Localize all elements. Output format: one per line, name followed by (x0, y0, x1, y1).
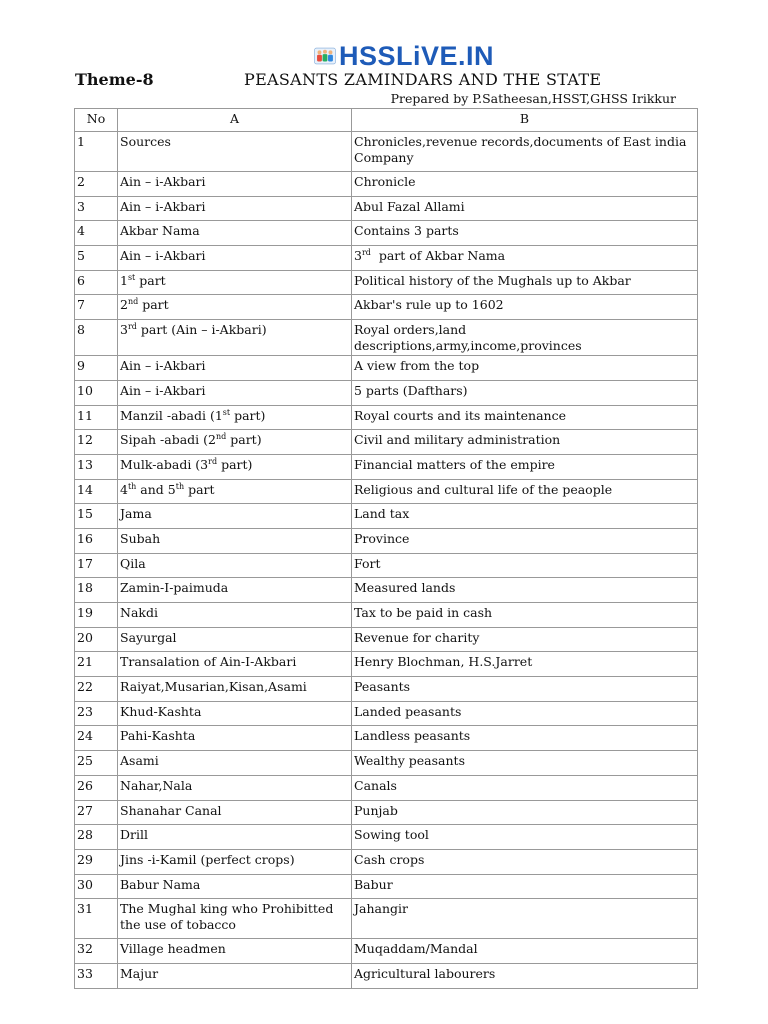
cell-b: Muqaddam/Mandal (352, 939, 698, 964)
cell-b: Measured lands (352, 578, 698, 603)
table-row (75, 603, 698, 628)
cell-no: 6 (75, 270, 118, 295)
table-row (75, 504, 698, 529)
children-group-icon (314, 41, 336, 71)
cell-text: 3 (120, 322, 128, 338)
cell-a: Majur (118, 963, 352, 988)
cell-b: Punjab (352, 800, 698, 825)
theme-label: Theme-8 (75, 70, 154, 89)
cell-a: Zamin-I-paimuda (118, 578, 352, 603)
prepared-by: Prepared by P.Satheesan,HSST,GHSS Irikkur (390, 91, 676, 106)
table-row (75, 430, 698, 455)
cell-a: Pahi-Kashta (118, 726, 352, 751)
ordinal-suffix: rd (208, 456, 218, 466)
page-title: PEASANTS ZAMINDARS AND THE STATE (244, 70, 602, 89)
cell-a: The Mughal king who Prohibitted the use of tobacco (118, 899, 352, 939)
cell-a: Drill (118, 825, 352, 850)
cell-no: 19 (75, 603, 118, 628)
table-row (75, 270, 698, 295)
cell-no: 10 (75, 380, 118, 405)
cell-no: 16 (75, 528, 118, 553)
cell-b: Landed peasants (352, 701, 698, 726)
table-row (75, 775, 698, 800)
cell-no: 14 (75, 479, 118, 504)
cell-b: Province (352, 528, 698, 553)
cell-text: part) (226, 432, 262, 448)
cell-no: 28 (75, 825, 118, 850)
cell-a: Transalation of Ain-I-Akbari (118, 652, 352, 677)
cell-b: Civil and military administration (352, 430, 698, 455)
table-row (75, 874, 698, 899)
cell-text: part (138, 297, 169, 313)
table-row (75, 701, 698, 726)
glossary-table (74, 108, 698, 989)
table-row (75, 627, 698, 652)
cell-a (118, 454, 352, 479)
cell-a: Nahar,Nala (118, 775, 352, 800)
cell-no: 13 (75, 454, 118, 479)
cell-b: Peasants (352, 677, 698, 702)
cell-no: 20 (75, 627, 118, 652)
cell-no: 7 (75, 295, 118, 320)
table-row (75, 751, 698, 776)
table-row (75, 172, 698, 197)
table-row (75, 132, 698, 172)
cell-no: 1 (75, 132, 118, 172)
cell-a (118, 405, 352, 430)
cell-b: Religious and cultural life of the peaople (352, 479, 698, 504)
cell-b: Henry Blochman, H.S.Jarret (352, 652, 698, 677)
cell-a (118, 479, 352, 504)
cell-b: Political history of the Mughals up to Akbar (352, 270, 698, 295)
cell-no: 2 (75, 172, 118, 197)
table-row (75, 825, 698, 850)
cell-b: Abul Fazal Allami (352, 196, 698, 221)
cell-b: Fort (352, 553, 698, 578)
table-row (75, 800, 698, 825)
cell-no: 21 (75, 652, 118, 677)
cell-no: 24 (75, 726, 118, 751)
cell-text: 2 (120, 297, 128, 313)
cell-no: 11 (75, 405, 118, 430)
cell-no: 15 (75, 504, 118, 529)
table-row (75, 454, 698, 479)
cell-text: part (135, 272, 166, 288)
cell-b: Babur (352, 874, 698, 899)
cell-a: Ain – i-Akbari (118, 172, 352, 197)
cell-a: Nakdi (118, 603, 352, 628)
cell-b: Agricultural labourers (352, 963, 698, 988)
cell-b: A view from the top (352, 356, 698, 381)
ordinal-suffix: th (175, 481, 185, 491)
column-header-no: No (75, 109, 118, 132)
cell-b: Chronicles,revenue records,documents of East india Company (352, 132, 698, 172)
cell-a: Ain – i-Akbari (118, 380, 352, 405)
table-row (75, 246, 698, 271)
cell-a: Subah (118, 528, 352, 553)
cell-a: Asami (118, 751, 352, 776)
cell-no: 9 (75, 356, 118, 381)
cell-a: Sayurgal (118, 627, 352, 652)
cell-text: and 5 (136, 481, 176, 497)
cell-text: part of Akbar Nama (370, 248, 506, 264)
cell-a: Khud-Kashta (118, 701, 352, 726)
cell-no: 32 (75, 939, 118, 964)
table-row (75, 849, 698, 874)
cell-text: Manzil -abadi (1 (120, 407, 223, 423)
cell-b: Contains 3 parts (352, 221, 698, 246)
cell-b: Revenue for charity (352, 627, 698, 652)
table-header-row (75, 109, 698, 132)
table-row (75, 221, 698, 246)
cell-text: 3 (354, 248, 362, 264)
cell-no: 26 (75, 775, 118, 800)
cell-a: Ain – i-Akbari (118, 196, 352, 221)
table-row (75, 356, 698, 381)
table-row (75, 553, 698, 578)
cell-a: Shanahar Canal (118, 800, 352, 825)
table-row (75, 899, 698, 939)
cell-no: 31 (75, 899, 118, 939)
column-header-b: B (352, 109, 698, 132)
ordinal-suffix: st (127, 272, 136, 282)
cell-no: 17 (75, 553, 118, 578)
cell-b: Landless peasants (352, 726, 698, 751)
table-row (75, 320, 698, 356)
cell-b: Chronicle (352, 172, 698, 197)
cell-no: 33 (75, 963, 118, 988)
cell-a (118, 320, 352, 356)
cell-text: part) (230, 407, 266, 423)
column-header-a: A (118, 109, 352, 132)
cell-b: Land tax (352, 504, 698, 529)
cell-no: 27 (75, 800, 118, 825)
cell-no: 5 (75, 246, 118, 271)
table-row (75, 726, 698, 751)
cell-text: 1 (120, 272, 128, 288)
cell-no: 3 (75, 196, 118, 221)
cell-b (352, 246, 698, 271)
table-row (75, 652, 698, 677)
cell-text: part (184, 481, 215, 497)
cell-a: Babur Nama (118, 874, 352, 899)
cell-b: 5 parts (Dafthars) (352, 380, 698, 405)
cell-b: Royal courts and its maintenance (352, 405, 698, 430)
cell-a: Raiyat,Musarian,Kisan,Asami (118, 677, 352, 702)
cell-b: Jahangir (352, 899, 698, 939)
table-row (75, 479, 698, 504)
cell-b: Sowing tool (352, 825, 698, 850)
ordinal-suffix: nd (127, 297, 139, 307)
table-row (75, 578, 698, 603)
table-row (75, 963, 698, 988)
cell-text: Mulk-abadi (3 (120, 456, 209, 472)
cell-no: 30 (75, 874, 118, 899)
cell-b: Wealthy peasants (352, 751, 698, 776)
cell-a: Jama (118, 504, 352, 529)
cell-a: Sources (118, 132, 352, 172)
cell-text: 4 (120, 481, 128, 497)
cell-b: Canals (352, 775, 698, 800)
table-row (75, 405, 698, 430)
cell-no: 4 (75, 221, 118, 246)
cell-b: Tax to be paid in cash (352, 603, 698, 628)
cell-a (118, 295, 352, 320)
cell-text: part) (217, 456, 253, 472)
cell-b: Financial matters of the empire (352, 454, 698, 479)
table-row (75, 196, 698, 221)
cell-no: 12 (75, 430, 118, 455)
cell-a (118, 270, 352, 295)
cell-no: 8 (75, 320, 118, 356)
cell-a: Akbar Nama (118, 221, 352, 246)
cell-no: 18 (75, 578, 118, 603)
cell-a: Village headmen (118, 939, 352, 964)
cell-text: part (Ain – i-Akbari) (136, 322, 267, 338)
cell-a: Jins -i-Kamil (perfect crops) (118, 849, 352, 874)
ordinal-suffix: st (222, 407, 231, 417)
site-logo (314, 40, 494, 72)
cell-no: 22 (75, 677, 118, 702)
ordinal-suffix: rd (361, 247, 371, 257)
cell-no: 23 (75, 701, 118, 726)
cell-a (118, 430, 352, 455)
cell-b: Cash crops (352, 849, 698, 874)
cell-no: 29 (75, 849, 118, 874)
cell-a: Qila (118, 553, 352, 578)
cell-b: Akbar's rule up to 1602 (352, 295, 698, 320)
table-row (75, 677, 698, 702)
cell-a: Ain – i-Akbari (118, 246, 352, 271)
table-row (75, 939, 698, 964)
ordinal-suffix: nd (215, 432, 227, 442)
logo-text: HSSLiVE.IN (338, 40, 494, 71)
cell-no: 25 (75, 751, 118, 776)
ordinal-suffix: th (127, 481, 137, 491)
cell-b: Royal orders,land descriptions,army,income,provinces (352, 320, 698, 356)
cell-text: Sipah -abadi (2 (120, 432, 216, 448)
table-row (75, 295, 698, 320)
cell-a: Ain – i-Akbari (118, 356, 352, 381)
table-row (75, 528, 698, 553)
table-row (75, 380, 698, 405)
ordinal-suffix: rd (127, 321, 137, 331)
